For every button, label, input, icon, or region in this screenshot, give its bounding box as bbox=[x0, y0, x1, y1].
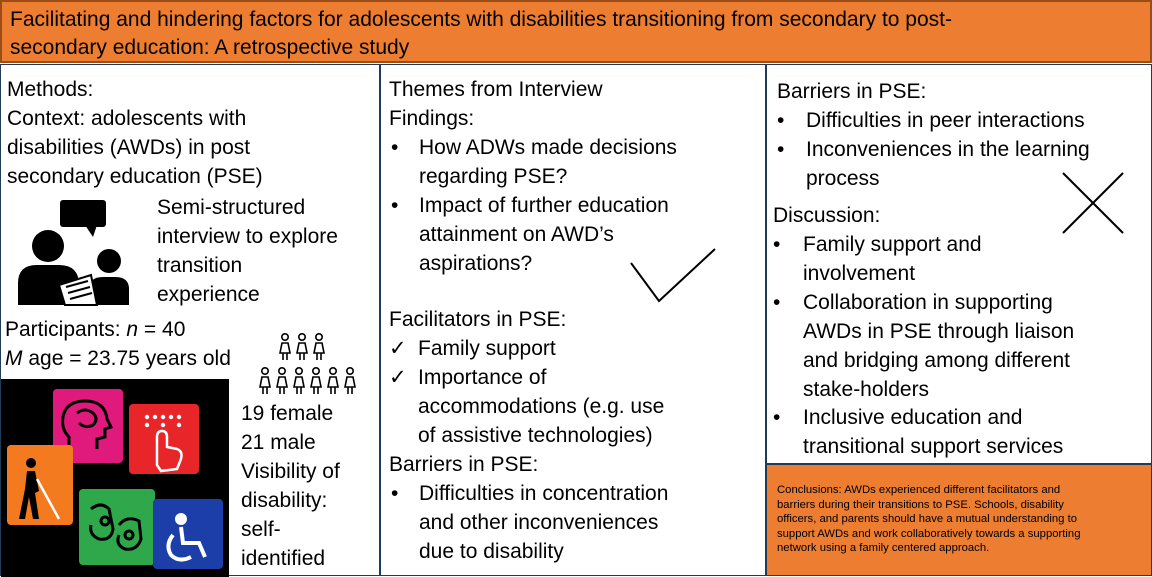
discussion-2-line-3: and bridging among different bbox=[803, 349, 1070, 372]
check-mark: ✓ bbox=[389, 366, 407, 389]
interview-icon bbox=[15, 197, 135, 307]
interview-line-2: interview to explore bbox=[157, 225, 338, 248]
facilitator-item-2-line-1: Importance of bbox=[418, 366, 547, 389]
facilitator-item-1-line-1: Family support bbox=[418, 337, 556, 360]
theme-item-1-line-1: How ADWs made decisions bbox=[419, 136, 677, 159]
discussion-1-line-2: involvement bbox=[803, 262, 916, 285]
interview-line-1: Semi-structured bbox=[157, 196, 306, 219]
visibility-line-3: self- bbox=[241, 518, 281, 541]
facilitator-item-2-line-2: accommodations (e.g. use bbox=[418, 395, 665, 418]
discussion-2-line-1: Collaboration in supporting bbox=[803, 291, 1053, 314]
discussion-2-line-2: AWDs in PSE through liaison bbox=[803, 320, 1075, 343]
context-line-1: Context: adolescents with bbox=[7, 107, 247, 130]
female-count: 19 female bbox=[241, 402, 334, 425]
conclusions-text bbox=[777, 483, 1145, 556]
themes-heading-line-1: Themes from Interview bbox=[389, 78, 603, 101]
themes-panel bbox=[380, 64, 766, 576]
bullet-mark: • bbox=[391, 194, 399, 217]
people-group-icon bbox=[257, 331, 367, 397]
bullet-mark: • bbox=[773, 291, 781, 314]
participants-value: = 40 bbox=[138, 318, 186, 341]
bullet-mark: • bbox=[391, 482, 399, 505]
bullet-mark: • bbox=[777, 138, 785, 161]
theme-item-1-text bbox=[419, 133, 677, 191]
conclusions-line-4: support AWDs and work collaboratively towards a supporting bbox=[777, 527, 1081, 540]
themes-barrier-line-3: due to disability bbox=[419, 540, 564, 563]
discussion-heading: Discussion: bbox=[773, 204, 881, 227]
participants-label: Participants: bbox=[5, 318, 127, 341]
discussion-1-line-1: Family support and bbox=[803, 233, 982, 256]
visibility-line-1: Visibility of bbox=[241, 460, 340, 483]
bullet-mark: • bbox=[777, 109, 785, 132]
context-line-2: disabilities (AWDs) in post bbox=[7, 136, 251, 159]
participants-line bbox=[5, 315, 185, 344]
interview-line-3: transition bbox=[157, 254, 243, 277]
context-line-3: secondary education (PSE) bbox=[7, 165, 263, 188]
conclusions-line-2: barriers during their transitions to PSE. Schools, disability bbox=[777, 498, 1064, 511]
right-barrier-item-2-text bbox=[806, 135, 1090, 193]
themes-barriers-heading: Barriers in PSE: bbox=[389, 453, 539, 476]
title-line-2: secondary education: A retrospective study bbox=[10, 36, 410, 59]
theme-item-2-line-2: attainment on AWD’s bbox=[419, 223, 614, 246]
poster-title bbox=[10, 6, 1130, 62]
checkmark-icon bbox=[629, 247, 719, 307]
interview-line-4: experience bbox=[157, 283, 260, 306]
theme-item-1-line-2: regarding PSE? bbox=[419, 165, 568, 188]
visibility-line-4: identified bbox=[241, 547, 326, 570]
facilitator-item-2-line-3: of assistive technologies) bbox=[418, 424, 653, 447]
conclusions-box bbox=[766, 464, 1152, 576]
facilitator-item-2-text bbox=[418, 363, 664, 450]
age-line bbox=[5, 344, 231, 373]
theme-item-2-line-1: Impact of further education bbox=[419, 194, 669, 217]
bullet-mark: • bbox=[773, 406, 781, 429]
facilitator-item-1-text bbox=[418, 334, 556, 363]
discussion-3-line-2: transitional support services bbox=[803, 435, 1064, 458]
disability-tiles bbox=[1, 379, 229, 577]
facilitators-heading: Facilitators in PSE: bbox=[389, 308, 567, 331]
conclusions-line-3: officers, and parents should have a mutual understanding to bbox=[777, 513, 1077, 526]
participants-n: n bbox=[126, 318, 139, 341]
age-value: age = 23.75 years old bbox=[22, 347, 231, 370]
age-m: M bbox=[5, 347, 23, 370]
conclusions-line-1: Conclusions: AWDs experienced different facilitators and bbox=[777, 484, 1061, 496]
visibility-line-2: disability: bbox=[241, 489, 328, 512]
right-barrier-item-1-text bbox=[806, 106, 1085, 135]
discussion-2-line-4: stake-holders bbox=[803, 378, 930, 401]
themes-barrier-item-1-text bbox=[419, 479, 668, 566]
methods-heading: Methods: bbox=[7, 78, 94, 101]
discussion-item-1-text bbox=[803, 230, 982, 288]
right-barrier-2-line-2: process bbox=[806, 167, 880, 190]
theme-item-2-line-3: aspirations? bbox=[419, 252, 533, 275]
title-banner bbox=[0, 0, 1152, 63]
bullet-mark: • bbox=[773, 233, 781, 256]
right-barrier-1-line-1: Difficulties in peer interactions bbox=[806, 109, 1085, 132]
male-count: 21 male bbox=[241, 431, 316, 454]
themes-heading-line-2: Findings: bbox=[389, 107, 475, 130]
themes-barrier-line-2: and other inconveniences bbox=[419, 511, 659, 534]
title-line-1: Facilitating and hindering factors for adolescents with disabilities transitioning from secondary to post- bbox=[10, 8, 952, 31]
conclusions-line-5: network using a family centered approach. bbox=[777, 542, 990, 555]
discussion-item-2-text bbox=[803, 288, 1074, 404]
tile-red bbox=[129, 404, 199, 474]
cross-icon bbox=[1061, 171, 1125, 235]
discussion-3-line-1: Inclusive education and bbox=[803, 406, 1023, 429]
themes-barrier-line-1: Difficulties in concentration bbox=[419, 482, 669, 505]
right-barriers-heading: Barriers in PSE: bbox=[777, 80, 927, 103]
disability-icons-image bbox=[1, 379, 229, 577]
right-barrier-2-line-1: Inconveniences in the learning bbox=[806, 138, 1090, 161]
methods-panel bbox=[0, 64, 380, 576]
discussion-panel bbox=[766, 64, 1152, 464]
discussion-item-3-text bbox=[803, 403, 1063, 461]
check-mark: ✓ bbox=[389, 337, 407, 360]
bullet-mark: • bbox=[391, 136, 399, 159]
